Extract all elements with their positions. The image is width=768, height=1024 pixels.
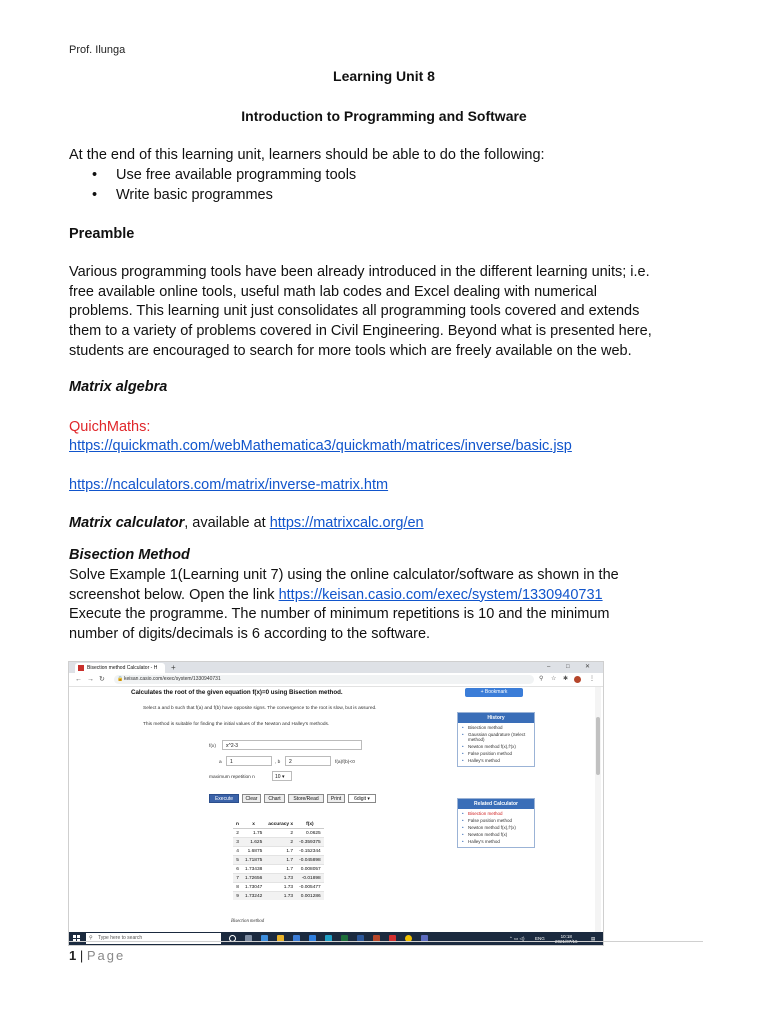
notifications-icon[interactable]: ▤: [591, 936, 596, 941]
matrix-heading: Matrix algebra: [69, 379, 168, 395]
calculator-screenshot: [68, 661, 604, 946]
tray-date: 2021/07/16: [555, 939, 578, 944]
print-button[interactable]: Print: [327, 794, 345, 803]
address-bar: [69, 673, 603, 687]
repetition-select[interactable]: 10 ▾: [272, 771, 292, 781]
table-cell: 9: [233, 892, 242, 901]
matrix-calculator-label: Matrix calculator: [69, 515, 185, 531]
close-window-button[interactable]: ✕: [585, 664, 591, 670]
page-word: Page: [86, 948, 126, 963]
related-panel: [457, 798, 535, 848]
table-row: [233, 874, 324, 883]
keisan-link[interactable]: https://keisan.casio.com/exec/system/1330940731: [278, 586, 603, 603]
page-number: 1: [69, 948, 77, 963]
zoom-icon[interactable]: ⚲: [539, 676, 544, 682]
condition-label: f(a)f(b)<0: [335, 760, 355, 765]
tray-icons[interactable]: ⌃ ▭ ◁): [509, 936, 525, 941]
matrix-calculator-text: , available at: [184, 515, 270, 531]
table-row: [233, 856, 324, 865]
minimize-button[interactable]: –: [547, 664, 551, 670]
column-header: f(x): [296, 821, 324, 829]
history-link[interactable]: • Halley's method: [458, 757, 534, 764]
column-header: accuracy x: [265, 821, 296, 829]
quickmaths-label: QuichMaths:: [69, 419, 151, 435]
url-text: keisan.casio.com/exec/system/1330940731: [124, 676, 221, 682]
digits-value: 6digit: [354, 796, 367, 802]
table-cell: 0.008057: [296, 865, 324, 874]
unit-title: Learning Unit 8: [333, 68, 435, 84]
preamble-paragraph: [69, 263, 709, 362]
bookmark-button[interactable]: + Bookmark: [465, 688, 523, 697]
table-cell: 1.72656: [242, 874, 265, 883]
clear-button[interactable]: Clear: [242, 794, 261, 803]
description-2: This method is suitable for finding the initial values of the Newton and Halley's methods.: [143, 722, 330, 727]
site-favicon-icon: [78, 665, 84, 671]
page-footer: [69, 948, 125, 963]
browser-tab[interactable]: [75, 663, 165, 673]
lock-icon: 🔒: [117, 676, 124, 682]
results-table: [233, 821, 324, 900]
results-body: [233, 829, 324, 901]
table-cell: 2: [265, 829, 296, 838]
table-row: [233, 847, 324, 856]
ncalculators-link[interactable]: https://ncalculators.com/matrix/inverse-matrix.htm: [69, 477, 389, 493]
related-link[interactable]: • Halley's method: [458, 838, 534, 845]
bisection-line: number of digits/decimals is 6 according to the software.: [69, 626, 431, 643]
related-link[interactable]: • Newton method f(x),f'(x): [458, 824, 534, 831]
tray-time: 10:18: [560, 934, 572, 939]
b-label: , b: [275, 760, 281, 765]
new-tab-button[interactable]: +: [171, 663, 176, 672]
preamble-line: them to a variety of problems covered in Civil Engineering. Beyond what is presented here,: [69, 323, 652, 340]
table-row: [233, 838, 324, 847]
preamble-line: students are encouraged to search for more tools which are freely available on the web.: [69, 342, 632, 359]
browser-tab-bar: [69, 662, 603, 673]
table-cell: 1.6875: [242, 847, 265, 856]
related-title: Related Calculator: [458, 799, 534, 809]
maximize-button[interactable]: □: [566, 664, 570, 670]
table-row: [233, 829, 324, 838]
history-link[interactable]: • False position method: [458, 750, 534, 757]
fx-input[interactable]: x^2-3: [222, 740, 362, 750]
url-input[interactable]: [114, 675, 534, 684]
table-cell: -0.152344: [296, 847, 324, 856]
back-icon[interactable]: ←: [75, 676, 82, 683]
history-link[interactable]: • Newton method f(x),f'(x): [458, 743, 534, 750]
search-icon: ⚲: [89, 935, 93, 941]
bisection-line: Execute the programme. The number of minimum repetitions is 10 and the minimum: [69, 606, 610, 623]
profile-avatar[interactable]: [574, 676, 581, 683]
objective-item: • Write basic programmes: [92, 185, 356, 205]
preamble-heading: Preamble: [69, 226, 135, 242]
related-link[interactable]: • False position method: [458, 817, 534, 824]
intro-lead: At the end of this learning unit, learners should be able to do the following:: [69, 147, 545, 163]
table-row: [233, 865, 324, 874]
table-cell: 1.7: [265, 856, 296, 865]
description-1: Select a and b such that f(a) and f(b) have opposite signs. The convergence to the root is slow, but is assured.: [143, 706, 377, 711]
table-cell: 7: [233, 874, 242, 883]
column-header: n: [233, 821, 242, 829]
column-header: x: [242, 821, 265, 829]
table-cell: 1.73242: [242, 892, 265, 901]
table-cell: 1.625: [242, 838, 265, 847]
calculator-title: Calculates the root of the given equation f(x)=0 using Bisection method.: [131, 689, 343, 696]
forward-icon[interactable]: →: [87, 676, 94, 683]
history-panel: [457, 712, 535, 767]
author-name: Prof. Ilunga: [69, 44, 126, 56]
preamble-line: problems. This learning unit just consolidates all programming tools covered and extends: [69, 303, 640, 320]
table-cell: 1.7: [265, 865, 296, 874]
repetition-label: maximum repetition n: [209, 775, 255, 780]
table-cell: 0.001286: [296, 892, 324, 901]
objectives-list: [92, 165, 356, 205]
table-cell: 1.73: [265, 883, 296, 892]
table-cell: 1.71875: [242, 856, 265, 865]
taskbar-search-input[interactable]: [86, 933, 221, 944]
table-cell: -0.045898: [296, 856, 324, 865]
reload-icon[interactable]: ↻: [99, 676, 105, 683]
matrix-calculator-line: [69, 514, 709, 534]
bisection-paragraph: [69, 566, 709, 645]
table-row: [233, 892, 324, 901]
fx-label: f(x): [209, 744, 216, 749]
bisection-heading: Bisection Method: [69, 547, 190, 563]
table-row: [233, 883, 324, 892]
history-title: History: [458, 713, 534, 723]
related-link[interactable]: • Newton method f(x): [458, 831, 534, 838]
history-link[interactable]: • Gaussian quadrature (Select method): [458, 731, 534, 743]
table-cell: 5: [233, 856, 242, 865]
repetition-value: 10: [275, 774, 281, 780]
star-icon[interactable]: ☆: [551, 676, 557, 682]
table-cell: -0.005477: [296, 883, 324, 892]
chart-button[interactable]: Chart: [264, 794, 285, 803]
related-link[interactable]: • Bisection method: [458, 810, 534, 817]
table-cell: -0.359375: [296, 838, 324, 847]
extensions-icon[interactable]: ✱: [563, 676, 569, 682]
table-cell: 4: [233, 847, 242, 856]
bisection-line: Solve Example 1(Learning unit 7) using the online calculator/software as shown in the: [69, 567, 619, 583]
bisection-line: screenshot below. Open the link: [69, 586, 279, 603]
preamble-line: Various programming tools have been already introduced in the different learning units; i.e.: [69, 264, 650, 280]
table-cell: 2: [233, 829, 242, 838]
a-label: a: [219, 760, 222, 765]
footer-divider: [69, 941, 703, 942]
preamble-line: free available online tools, useful math lab codes and Excel dealing with numerical: [69, 283, 597, 300]
bottom-caption: Bisection method: [231, 919, 265, 924]
menu-icon[interactable]: ⋮: [589, 676, 595, 682]
unit-subtitle: Introduction to Programming and Software: [241, 108, 527, 124]
table-cell: 0.0625: [296, 829, 324, 838]
digits-select[interactable]: 6digit ▾: [348, 794, 376, 803]
table-cell: 1.73: [265, 892, 296, 901]
table-cell: 1.73047: [242, 883, 265, 892]
store-read-button[interactable]: Store/Read: [288, 794, 324, 803]
b-input[interactable]: 2: [285, 756, 331, 766]
table-cell: 1.73438: [242, 865, 265, 874]
web-page-content: [69, 687, 603, 932]
table-cell: 6: [233, 865, 242, 874]
table-cell: 8: [233, 883, 242, 892]
taskbar-search-placeholder: Type here to search: [98, 935, 143, 941]
table-cell: 1.75: [242, 829, 265, 838]
matrixcalc-link[interactable]: https://matrixcalc.org/en: [269, 515, 424, 531]
table-cell: 1.7: [265, 847, 296, 856]
scrollbar-thumb[interactable]: [596, 717, 600, 775]
table-cell: 3: [233, 838, 242, 847]
table-cell: -0.01898: [296, 874, 324, 883]
tray-clock[interactable]: [555, 934, 578, 944]
objective-item: • Use free available programming tools: [92, 165, 356, 185]
a-input[interactable]: 1: [226, 756, 272, 766]
table-cell: 2: [265, 838, 296, 847]
footer-separator: |: [76, 948, 87, 963]
history-link[interactable]: • Bisection method: [458, 724, 534, 731]
quickmath-link[interactable]: https://quickmath.com/webMathematica3/quickmath/matrices/inverse/basic.jsp: [69, 438, 572, 454]
execute-button[interactable]: Execute: [209, 794, 239, 803]
windows-taskbar: [69, 932, 603, 945]
tab-title: Bisection method Calculator - H: [87, 665, 158, 671]
table-cell: 1.73: [265, 874, 296, 883]
tray-language[interactable]: ENG: [535, 936, 545, 941]
